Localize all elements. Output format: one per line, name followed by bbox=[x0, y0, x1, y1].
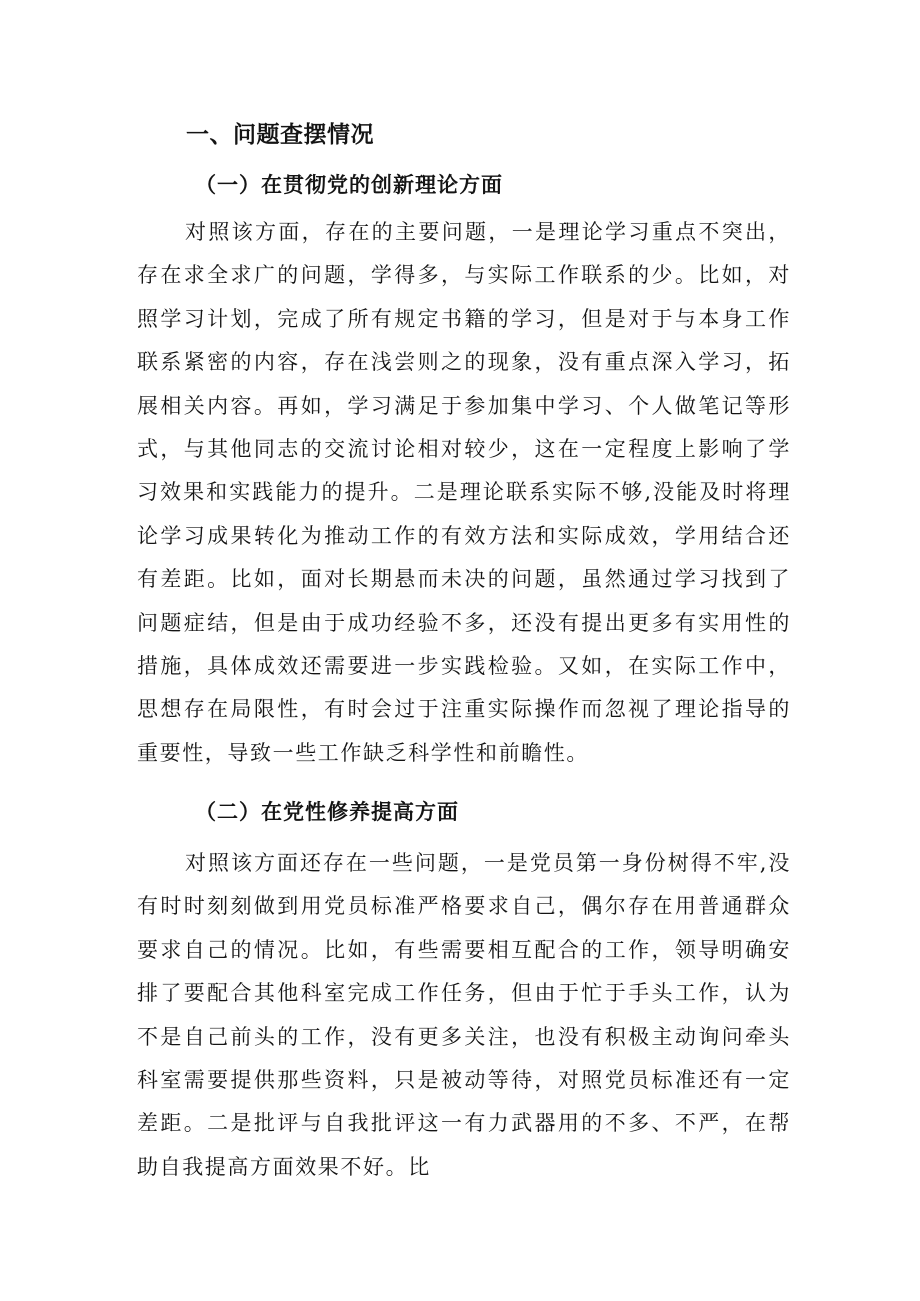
paragraph-2: 对照该方面还存在一些问题，一是党员第一身份树得不牢,没有时时刻刻做到用党员标准严格要求自己，偶尔存在用普通群众要求自己的情况。比如，有些需要相互配合的工作，领导明确安排了要配合其他科室完成工作任务，但由于忙于手头工作，认为不是自己前头的工作，没有更多关注，也没有积极主动询问牵头科室需要提供那些资料，只是被动等待，对照党员标准还有一定差距。二是批评与自我批评这一有力武器用的不多、不严，在帮助自我提高方面效果不好。比 bbox=[137, 851, 791, 1179]
subsection-title-2: （二）在党性修养提高方面 bbox=[195, 799, 459, 824]
paragraph-1: 对照该方面，存在的主要问题，一是理论学习重点不突出，存在求全求广的问题，学得多，与实际工作联系的少。比如，对照学习计划，完成了所有规定书籍的学习，但是对于与本身工作联系紧密的内容，存在浅尝则之的现象，没有重点深入学习，拓展相关内容。再如，学习满足于参加集中学习、个人做笔记等形式，与其他同志的交流讨论相对较少，这在一定程度上影响了学习效果和实践能力的提升。二是理论联系实际不够,没能及时将理论学习成果转化为推动工作的有效方法和实际成效，学用结合还有差距。比如，面对长期悬而未决的问题，虽然通过学习找到了问题症结，但是由于成功经验不多，还没有提出更多有实用性的措施，具体成效还需要进一步实践检验。又如，在实际工作中，思想存在局限性，有时会过于注重实际操作而忽视了理论指导的重要性，导致一些工作缺乏科学性和前瞻性。 bbox=[137, 220, 791, 765]
section-heading: 一、问题查摆情况 bbox=[186, 122, 374, 148]
subsection-title-1: （一）在贯彻党的创新理论方面 bbox=[195, 172, 503, 197]
